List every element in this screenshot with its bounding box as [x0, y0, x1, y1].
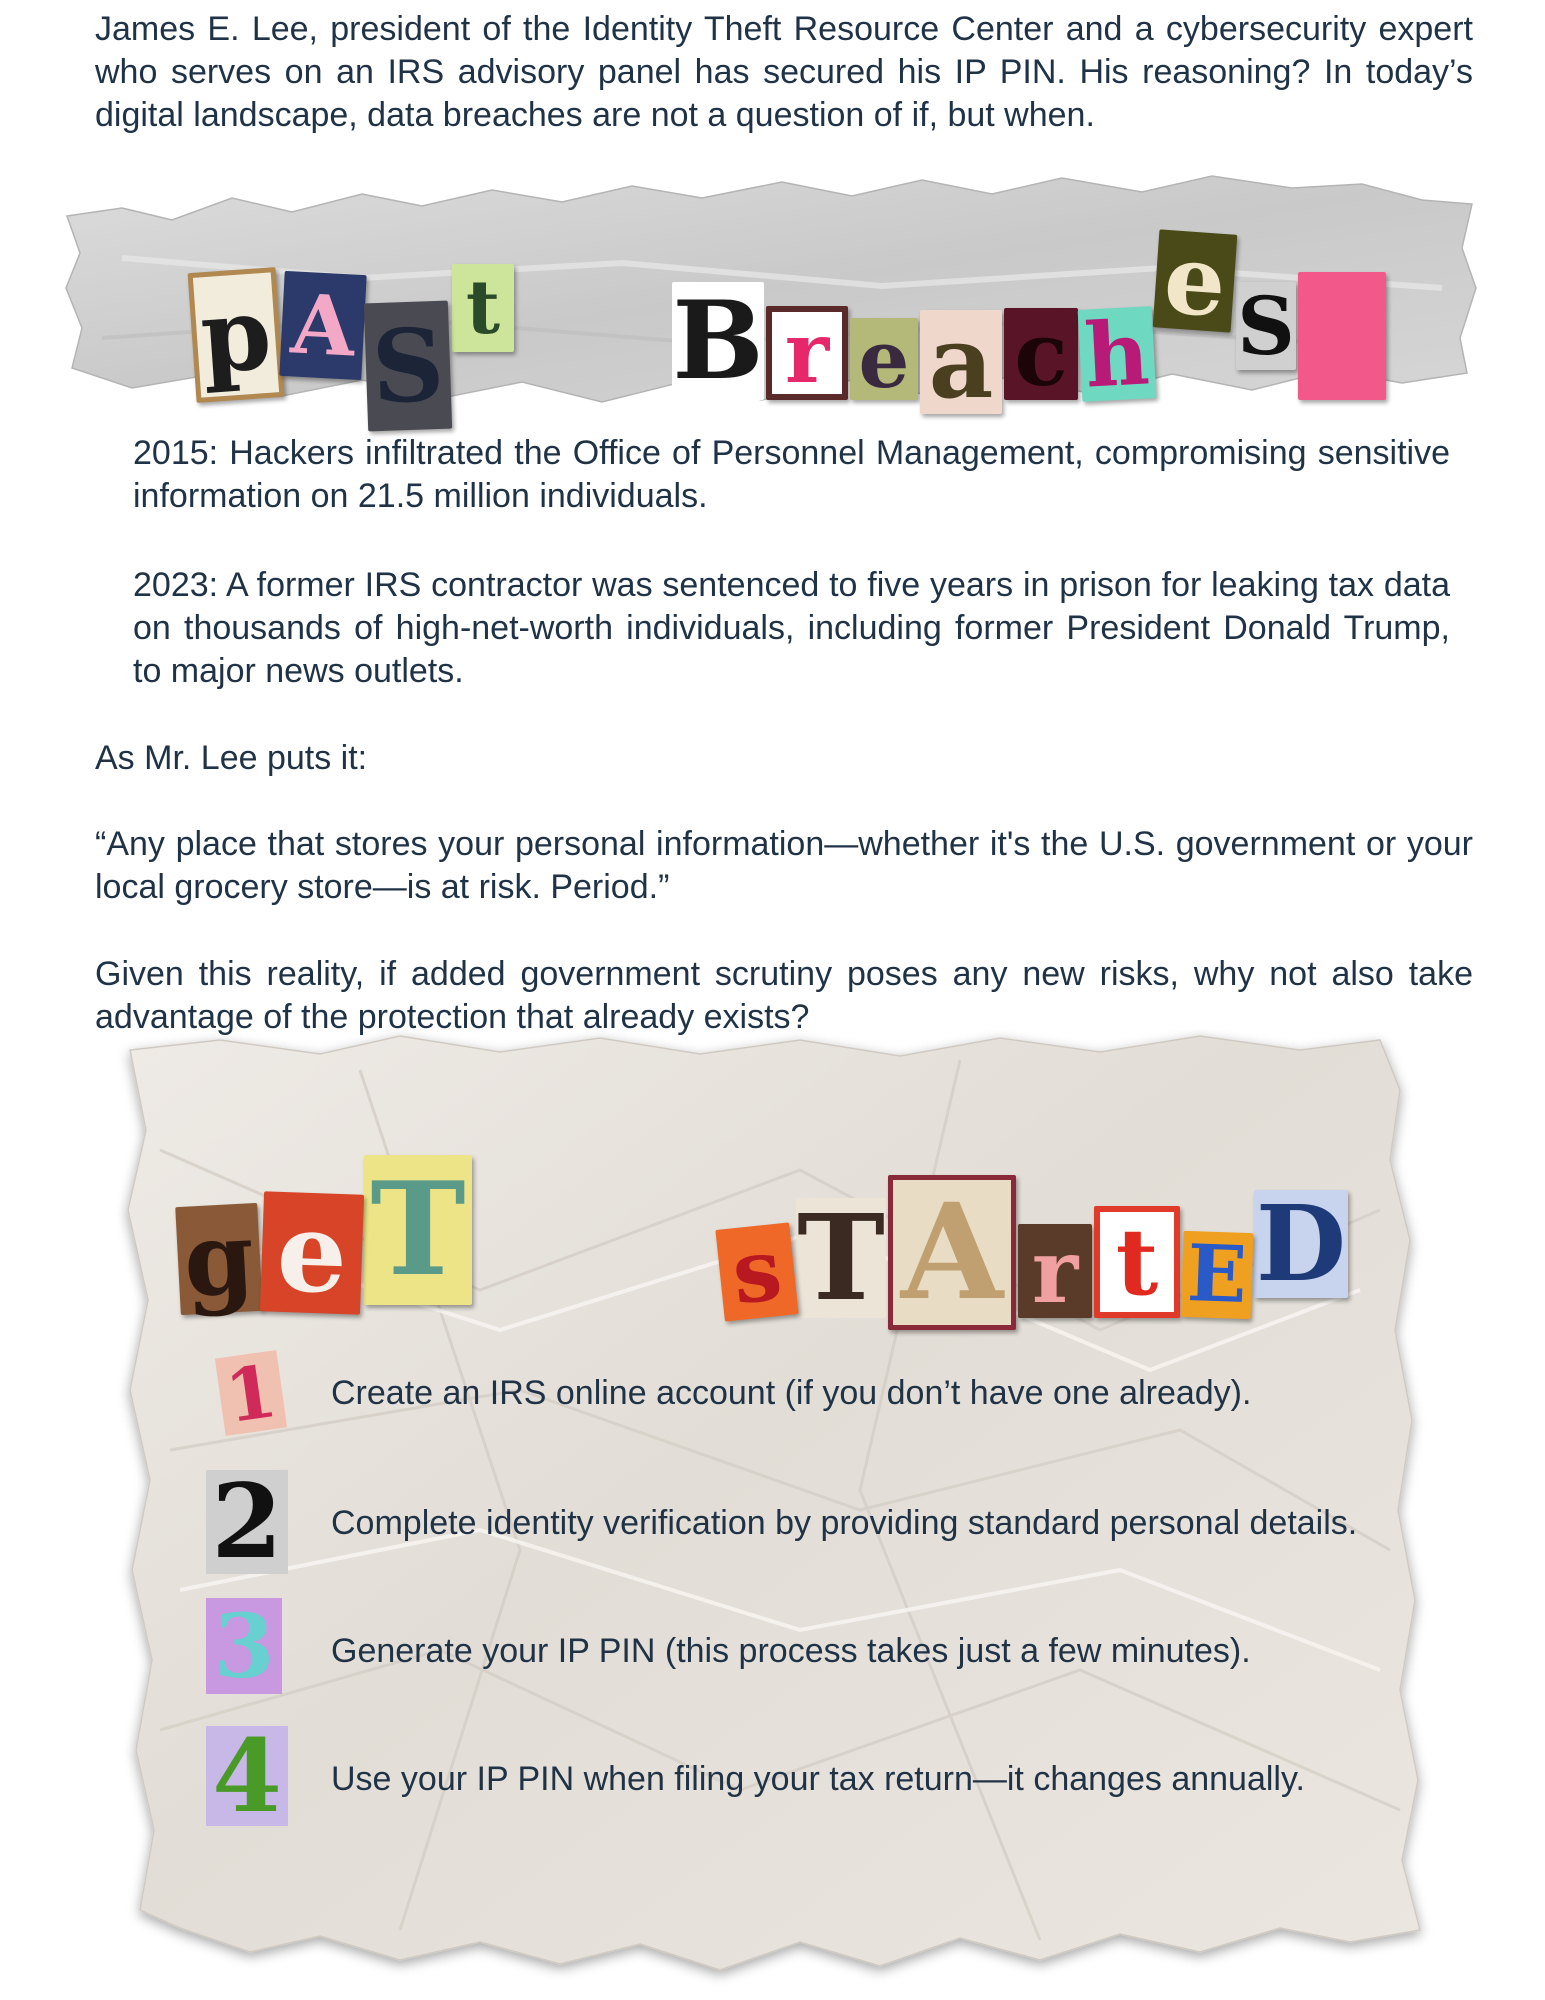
step-number: 1: [215, 1350, 287, 1436]
lee-intro: As Mr. Lee puts it:: [95, 739, 368, 777]
heading-letter: c: [1004, 308, 1078, 400]
step-text: Use your IP PIN when filing your tax return—it changes annually.: [331, 1760, 1305, 1798]
heading-letter: A: [279, 271, 366, 380]
heading-letter: r: [766, 306, 848, 400]
heading-letter: g: [175, 1203, 263, 1315]
heading-letter: A: [888, 1175, 1016, 1330]
heading-letter: E: [1181, 1231, 1254, 1319]
heading-letter: r: [1018, 1224, 1092, 1318]
intro-paragraph: James E. Lee, president of the Identity Theft Resource Center and a cybersecurity expert who serves on an IRS advisory panel has secured his IP PIN. His reasoning? In today’s digital landscape, data breaches are not a question of if, but when.: [95, 10, 1473, 134]
step-text: Generate your IP PIN (this process takes just a few minutes).: [331, 1632, 1251, 1670]
step-1: [206, 1340, 1476, 1450]
heading-letter: T: [797, 1188, 885, 1327]
step-text: Create an IRS online account (if you don’t have one already).: [331, 1374, 1252, 1412]
step-2: [206, 1462, 1476, 1582]
heading-letter: t: [452, 264, 514, 352]
past-breaches-heading-word1: [192, 210, 516, 427]
heading-letter: e: [260, 1191, 364, 1314]
step-number: 2: [206, 1470, 288, 1574]
lee-quote: “Any place that stores your personal information—whether it's the U.S. government or your local grocery store—is at risk. Period.”: [95, 825, 1473, 906]
heading-letter: a: [920, 310, 1002, 414]
past-breaches-heading-word2: [672, 205, 1388, 421]
breach-2023: 2023: A former IRS contractor was sentenced to five years in prison for leaking tax data on thousands of high-net-worth individuals, including former President Donald Trump, to major news outlets.: [133, 566, 1450, 690]
heading-letter: h: [1078, 306, 1157, 402]
step-number: 3: [206, 1598, 282, 1694]
step-number: 4: [206, 1726, 288, 1826]
closing-paragraph: Given this reality, if added government scrutiny poses any new risks, why not also take advantage of the protection that already exists?: [95, 955, 1473, 1036]
step-text: Complete identity verification by providing standard personal details.: [331, 1504, 1358, 1542]
breach-2015: 2015: Hackers infiltrated the Office of Personnel Management, compromising sensitive information on 21.5 million individuals.: [133, 434, 1450, 515]
step-3: [206, 1594, 1476, 1708]
heading-letter: B: [672, 278, 764, 404]
heading-letter: p: [188, 267, 285, 403]
heading-letter: T: [364, 1155, 472, 1305]
heading-letter: s: [715, 1222, 798, 1321]
heading-letter: e: [850, 318, 918, 400]
heading-letter: [1298, 272, 1386, 400]
heading-letter: S: [1237, 279, 1295, 373]
heading-letter: S: [364, 301, 452, 432]
heading-letter: t: [1094, 1206, 1180, 1318]
get-started-heading-word2: [720, 1148, 1350, 1330]
heading-letter: D: [1255, 1182, 1347, 1305]
heading-letter: e: [1153, 229, 1238, 332]
step-4: [206, 1717, 1476, 1836]
get-started-heading-word1: [178, 1138, 474, 1320]
